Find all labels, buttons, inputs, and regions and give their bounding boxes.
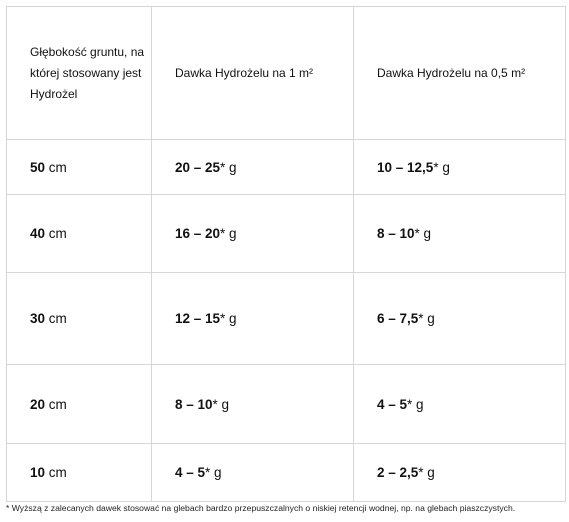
hydrogel-dose-table [6, 6, 566, 502]
dose-05m2-cell: 8 – 10* g [354, 195, 566, 273]
header-dose-05m2: Dawka Hydrożelu na 0,5 m² [354, 7, 566, 140]
dose-05m2-cell: 2 – 2,5* g [354, 444, 566, 502]
header-dose-1m2: Dawka Hydrożelu na 1 m² [152, 7, 354, 140]
table-row [7, 444, 566, 502]
dose-05m2-cell: 10 – 12,5* g [354, 140, 566, 195]
depth-cell: 10 cm [7, 444, 152, 502]
dose-1m2-cell: 8 – 10* g [152, 365, 354, 444]
table-row [7, 195, 566, 273]
dose-05m2-cell: 4 – 5* g [354, 365, 566, 444]
dose-1m2-cell: 12 – 15* g [152, 273, 354, 365]
dose-1m2-cell: 16 – 20* g [152, 195, 354, 273]
table-row [7, 140, 566, 195]
footnote: * Wyższą z zalecanych dawek stosować na glebach bardzo przepuszczalnych o niskiej retencji wodnej, np. na glebach piaszczystych. [6, 503, 516, 513]
table-header-row [7, 7, 566, 140]
depth-cell: 40 cm [7, 195, 152, 273]
depth-cell: 50 cm [7, 140, 152, 195]
header-soil-depth: Głębokość gruntu, na której stosowany jest Hydrożel [7, 7, 152, 140]
dose-1m2-cell: 20 – 25* g [152, 140, 354, 195]
depth-cell: 20 cm [7, 365, 152, 444]
depth-cell: 30 cm [7, 273, 152, 365]
dose-1m2-cell: 4 – 5* g [152, 444, 354, 502]
table-row [7, 365, 566, 444]
table-row [7, 273, 566, 365]
dose-05m2-cell: 6 – 7,5* g [354, 273, 566, 365]
